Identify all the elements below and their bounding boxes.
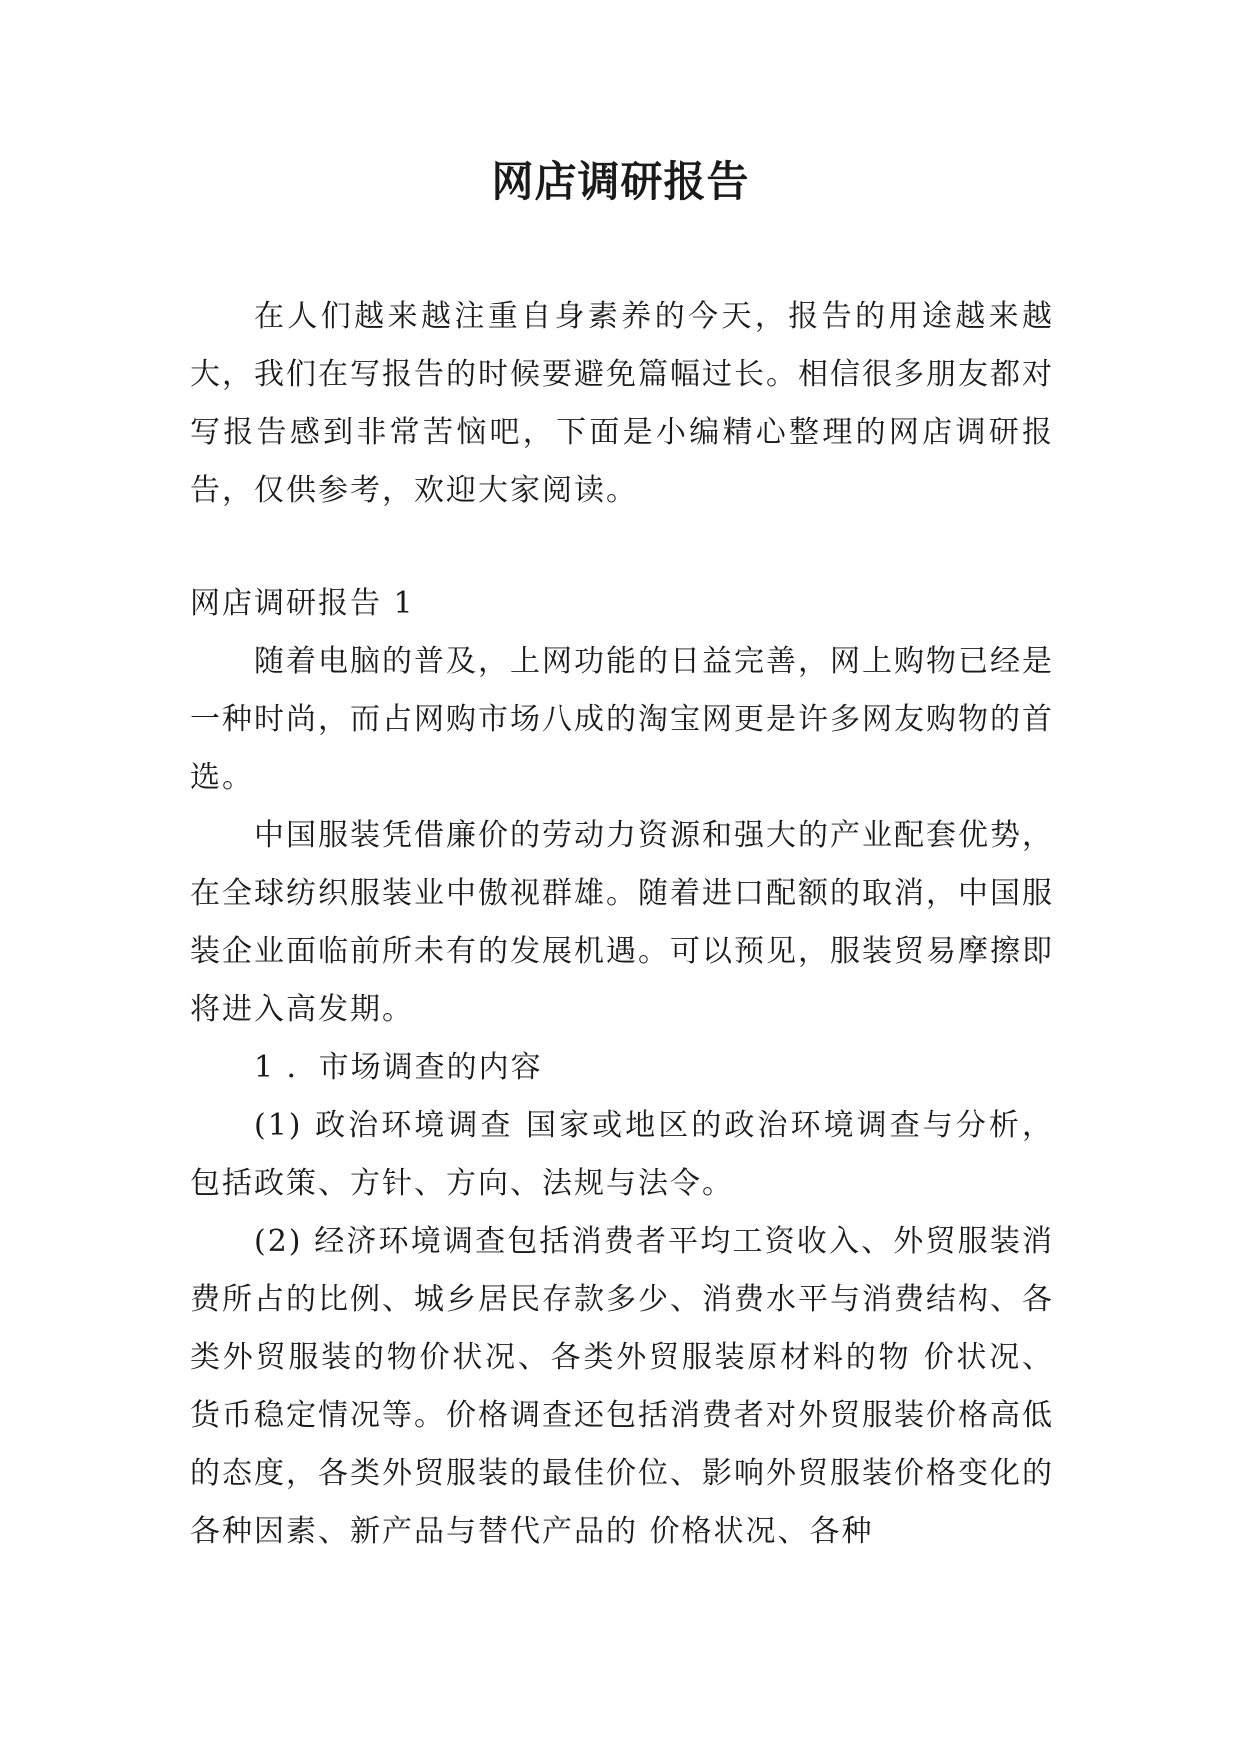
- paragraph-economic-environment: (2) 经济环境调查包括消费者平均工资收入、外贸服装消费所占的比例、城乡居民存款多少、消费水平与消费结构、各类外贸服装的物价状况、各类外贸服装原材料的物 价状况、货币稳定情况等。价格调查还包括消费者对外贸服装价格高低的态度，各类外贸服装的最佳价位、影响外贸服装价格变化的各种因素、新产品与替代产品的 价格状况、各种: [190, 1224, 1054, 1549]
- paragraph-intro-online-shopping: 随着电脑的普及，上网功能的日益完善，网上购物已经是一种时尚，而占网购市场八成的淘宝网更是许多网友购物的首选。: [190, 644, 1054, 795]
- document-title: 网店调研报告: [491, 157, 750, 206]
- paragraph-political-environment: (1) 政治环境调查 国家或地区的政治环境调查与分析，包括政策、方针、方向、法规与法令。: [190, 1108, 1054, 1201]
- section-heading: 网店调研报告 1: [190, 586, 415, 621]
- section-body: [190, 633, 1054, 1561]
- intro-paragraph: 在人们越来越注重自身素养的今天，报告的用途越来越大，我们在写报告的时候要避免篇幅过长。相信很多朋友都对写报告感到非常苦恼吧，下面是小编精心整理的网店调研报告，仅供参考，欢迎大家阅读。: [190, 299, 1054, 508]
- paragraph-survey-content-heading: 1 ．市场调查的内容: [254, 1050, 543, 1085]
- paragraph-china-apparel: 中国服装凭借廉价的劳动力资源和强大的产业配套优势，在全球纺织服装业中傲视群雄。随着进口配额的取消，中国服装企业面临前所未有的发展机遇。可以预见，服装贸易摩擦即将进入高发期。: [190, 818, 1054, 1027]
